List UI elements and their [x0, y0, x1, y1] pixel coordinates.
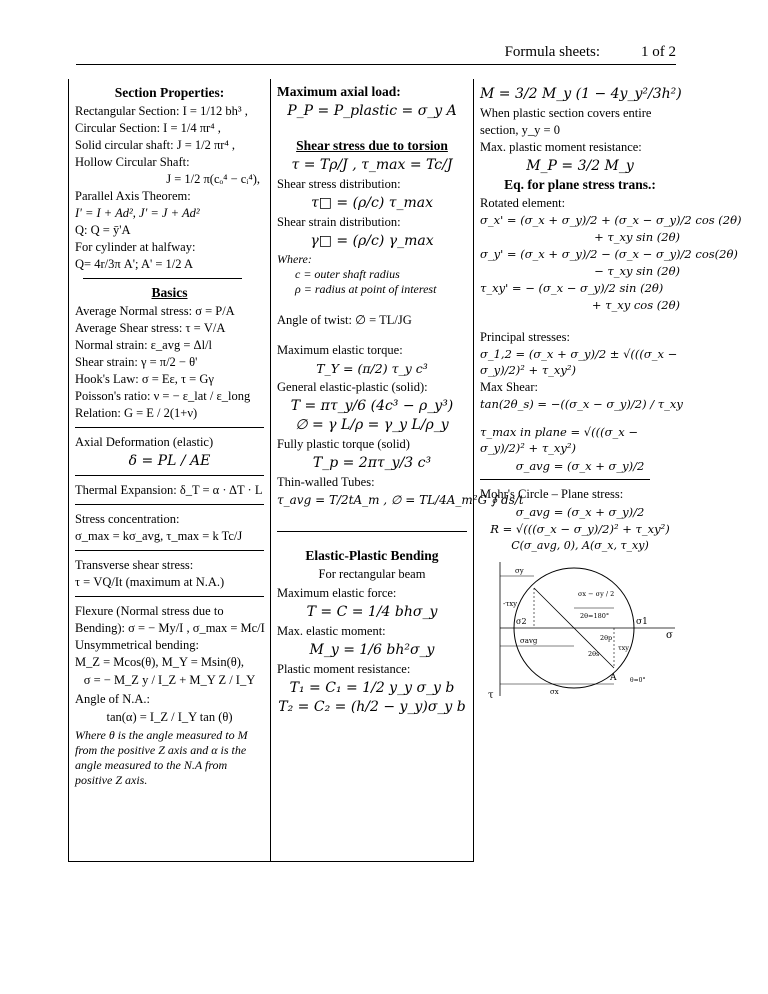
divider	[83, 278, 242, 279]
label-neg-txy: -τxy	[503, 600, 518, 608]
transverse-shear: Transverse shear stress:	[75, 558, 194, 572]
header-title: Formula sheets:	[504, 44, 600, 60]
max-elastic-torque-eq: T_Y = (π/2) τ_y c³	[316, 361, 428, 376]
divider	[75, 550, 264, 551]
max-elastic-moment-eq: M_y = 1/6 bh²σ_y	[309, 642, 435, 658]
basics-title: Basics	[151, 285, 188, 300]
parallel-axis-eq: I' = I + Ad², J' = J + Ad²	[75, 206, 200, 220]
hookes-law: Hook's Law: σ = Eε, τ = Gγ	[75, 372, 214, 386]
max-elastic-force-eq: T = C = 1/4 bhσ_y	[306, 604, 438, 620]
cylinder-label: For cylinder at halfway:	[75, 240, 196, 254]
plastic-moment: Plastic moment resistance:	[277, 662, 411, 676]
label-sigma-1: σ1	[636, 617, 648, 627]
savg-eq: σ_avg = (σ_x + σ_y)/2	[515, 459, 645, 473]
thin-walled: Thin-walled Tubes:	[277, 475, 375, 489]
max-elastic-torque: Maximum elastic torque:	[277, 343, 403, 357]
txy-eq: τ_xy' = − (σ_x − σ_y)/2 sin (2θ)	[480, 281, 664, 295]
angle-na: Angle of N.A.:	[75, 692, 150, 706]
mohr-points: C(σ_avg, 0), A(σ_x, τ_xy)	[511, 539, 649, 552]
mohr-savg: σ_avg = (σ_x + σ_y)/2	[515, 505, 645, 519]
column-3	[474, 79, 742, 862]
label-angle-180: 2θ=180°	[580, 612, 610, 620]
strain-dist: Shear strain distribution:	[277, 215, 401, 229]
section-properties-title: Section Properties:	[114, 85, 225, 100]
plastic-moment-eq1: T₁ = C₁ = 1/2 y_y σ_y b	[289, 680, 455, 696]
hollow-shaft-eq: J = 1/2 π(cₒ⁴ − cᵢ⁴),	[166, 172, 260, 186]
thin-walled-eq: τ_avg = T/2tA_m , ∅ = TL/4A_m²G ∮ ds/t	[277, 493, 524, 507]
torsion-title: Shear stress due to torsion	[296, 138, 448, 153]
general-ep-eq1: T = πτ_y/6 (4c³ − ρ_y³)	[290, 398, 454, 414]
label-theta-0: θ=0°	[630, 677, 646, 684]
sy-eq: σ_y' = (σ_x + σ_y)/2 − (σ_x − σ_y)/2 cos(2θ)	[480, 247, 738, 261]
where-label: Where:	[277, 252, 312, 266]
page-header	[76, 42, 676, 65]
column-1	[68, 79, 271, 862]
ep-bending-title: Elastic-Plastic Bending	[305, 548, 439, 563]
label-point-a: A	[610, 673, 617, 683]
flexure-eq: Bending): σ = − My/I , σ_max = Mc/I	[75, 621, 265, 635]
max-elastic-force: Maximum elastic force:	[277, 586, 397, 600]
sy-eq-2: − τ_xy sin (2θ)	[594, 264, 680, 278]
rect-section: Rectangular Section: I = 1/12 bh³ ,	[75, 104, 248, 118]
mohr-title: Mohr's Circle – Plane stress:	[480, 487, 624, 501]
q-eq: Q: Q = ȳ'A	[75, 223, 131, 237]
angle-note: Where θ is the angle measured to M from the positive Z axis and α is the angle measured to the N.A from positive Z axis.	[75, 728, 248, 787]
shear-dist-eq: τ□ = (ρ/c) τ_max	[310, 195, 434, 211]
relation: Relation: G = E / 2(1+ν)	[75, 406, 198, 420]
divider	[75, 504, 264, 505]
txy-eq-2: + τ_xy cos (2θ)	[591, 298, 680, 312]
label-sigma-y: σy	[515, 567, 524, 575]
rotated-element: Rotated element:	[480, 196, 566, 210]
stress-concentration: Stress concentration:	[75, 512, 180, 526]
strain-dist-eq: γ□ = (ρ/c) γ_max	[310, 233, 434, 249]
avg-normal-stress: Average Normal stress: σ = P/A	[75, 304, 235, 318]
plane-stress-title: Eq. for plane stress trans.:	[504, 177, 656, 192]
general-elastic-plastic: General elastic-plastic (solid):	[277, 380, 428, 394]
axial-title: Axial Deformation (elastic)	[75, 435, 214, 449]
divider	[75, 427, 264, 428]
m-eq: M = 3/2 M_y (1 − 4y_y²/3h²)	[480, 86, 682, 102]
transverse-shear-eq: τ = VQ/It (maximum at N.A.)	[75, 575, 225, 589]
axial-eq: δ = PL / AE	[128, 453, 211, 469]
sx-eq: σ_x' = (σ_x + σ_y)/2 + (σ_x − σ_y)/2 cos (2θ)	[480, 213, 742, 227]
parallel-axis: Parallel Axis Theorem:	[75, 189, 191, 203]
shear-dist: Shear stress distribution:	[277, 177, 401, 191]
normal-strain: Normal strain: ε_avg = Δl/l	[75, 338, 212, 352]
divider	[277, 531, 467, 532]
flexure-title: Flexure (Normal stress due to	[75, 604, 224, 618]
plastic-covers-2: section, y_y = 0	[480, 123, 560, 137]
max-elastic-moment: Max. elastic moment:	[277, 624, 386, 638]
fully-plastic-torque: Fully plastic torque (solid)	[277, 437, 410, 451]
label-sigma: σ	[666, 630, 673, 641]
angle-na-eq: tan(α) = I_Z / I_Y tan (θ)	[106, 710, 233, 724]
ep-bending-sub: For rectangular beam	[318, 567, 426, 581]
where-c: c = outer shaft radius	[295, 267, 400, 281]
thermal-expansion: Thermal Expansion: δ_T = α · ΔT · L	[75, 483, 263, 497]
solid-shaft: Solid circular shaft: J = 1/2 πr⁴ ,	[75, 138, 236, 152]
hollow-shaft: Hollow Circular Shaft:	[75, 155, 190, 169]
stress-concentration-eq: σ_max = kσ_avg, τ_max = k Tc/J	[75, 529, 243, 543]
divider	[75, 475, 264, 476]
max-axial-eq: P_P = P_plastic = σ_y A	[287, 103, 457, 119]
avg-shear-stress: Average Shear stress: τ = V/A	[75, 321, 226, 335]
label-angle-2s: 2θs	[588, 650, 600, 658]
label-sigma-avg: σavg	[520, 637, 538, 645]
max-shear: Max Shear:	[480, 380, 538, 394]
fully-plastic-eq: T_p = 2πτ_y/3 c³	[312, 455, 432, 471]
mohr-r: R = √(((σ_x − σ_y)/2)² + τ_xy²)	[490, 522, 670, 536]
principal-stresses: Principal stresses:	[480, 330, 570, 344]
unsym-eq2: σ = − M_Z y / I_Z + M_Y Z / I_Y	[83, 673, 256, 687]
label-angle-2p: 2θp	[600, 634, 613, 642]
label-fraction: σx − σy / 2	[578, 590, 615, 598]
label-sigma-2: σ2	[516, 617, 527, 626]
general-ep-eq2: ∅ = γ L/ρ = γ_y L/ρ_y	[295, 417, 449, 433]
angle-of-twist: Angle of twist: ∅ = TL/JG	[277, 313, 412, 327]
shear-strain: Shear strain: γ = π/2 − θ'	[75, 355, 198, 369]
unsym-eq1: M_Z = Mcos(θ), M_Y = Msin(θ),	[75, 655, 245, 669]
divider	[480, 479, 650, 480]
poissons-ratio: Poisson's ratio: ν = − ε_lat / ε_long	[75, 389, 251, 403]
label-txy: τxy	[618, 644, 629, 652]
max-plastic: Max. plastic moment resistance:	[480, 140, 642, 154]
mohr-circle-diagram	[480, 556, 680, 706]
page-number: 1 of 2	[641, 44, 676, 60]
principal-eq: σ_1,2 = (σ_x + σ_y)/2 ± √(((σ_x − σ_y)/2)² + τ_xy²)	[480, 347, 678, 377]
plastic-covers: When plastic section covers entire	[480, 106, 652, 120]
torsion-eq: τ = Tρ/J , τ_max = Tc/J	[291, 157, 453, 173]
cylinder-eq: Q= 4r/3π A'; A' = 1/2 A	[75, 257, 193, 271]
sx-eq-2: + τ_xy sin (2θ)	[594, 230, 680, 244]
label-tau: τ	[488, 690, 494, 701]
plastic-moment-eq2: T₂ = C₂ = (h/2 − y_y)σ_y b	[278, 699, 466, 715]
circ-section: Circular Section: I = 1/4 πr⁴ ,	[75, 121, 221, 135]
label-sigma-x: σx	[550, 688, 559, 696]
tan2s-eq: tan(2θ_s) = −((σ_x − σ_y)/2) / τ_xy	[480, 397, 683, 411]
where-rho: ρ = radius at point of interest	[295, 282, 437, 296]
tmax-eq: τ_max in plane = √(((σ_x − σ_y)/2)² + τ_xy²)	[480, 425, 638, 455]
divider	[75, 596, 264, 597]
unsym-bending: Unsymmetrical bending:	[75, 638, 199, 652]
max-axial-title: Maximum axial load:	[277, 84, 401, 99]
max-plastic-eq: M_P = 3/2 M_y	[526, 158, 634, 174]
